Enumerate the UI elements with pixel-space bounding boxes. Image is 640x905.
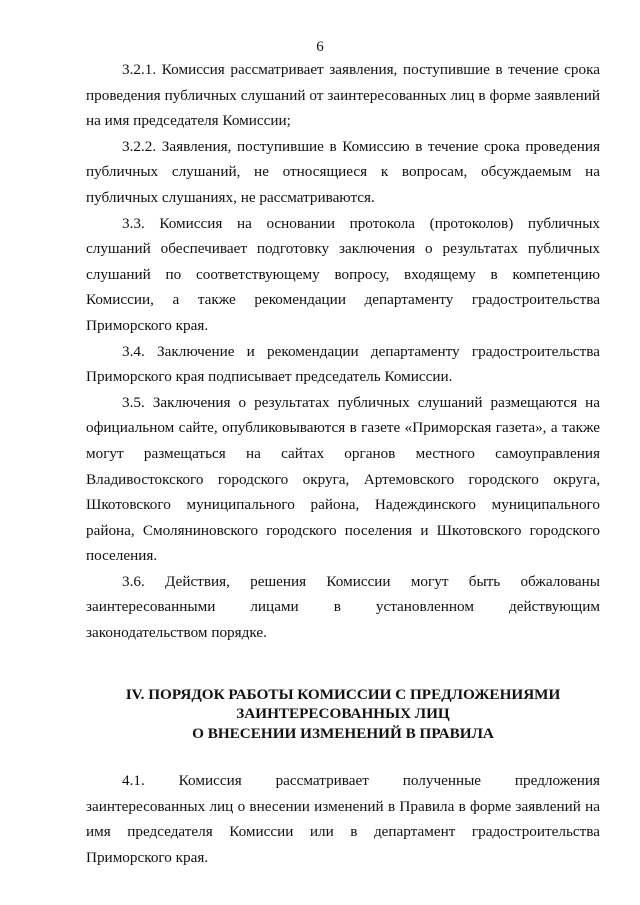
paragraph-4-1: 4.1. Комиссия рассматривает полученные предложения заинтересованных лиц о внесении изменений в Правила в форме заявлений на имя председателя Комиссии или в департамент градостроительства Приморского края. [86, 772, 600, 866]
section-heading-line-3: О ВНЕСЕНИИ ИЗМЕНЕНИЙ В ПРАВИЛА [192, 724, 494, 742]
paragraph-3-5: 3.5. Заключения о результатах публичных слушаний размещаются на официальном сайте, опубликовываются в газете «Приморская газета», а также могут размещаться на сайтах органов местного самоуправления Владивостокского городского округа, Артемовского городского округа, Шкотовского муниципального района, Надеждинского муниципального района, Смоляниновского городского поселения и Шкотовского городского поселения. [86, 393, 600, 565]
paragraph-3-3: 3.3. Комиссия на основании протокола (протоколов) публичных слушаний обеспечивает подготовку заключения о результатах публичных слушаний по соответствующему вопросу, входящему в компетенцию Комиссии, а также рекомендации департаменту градостроительства Приморского края. [86, 214, 600, 334]
section-heading-line-1: IV. ПОРЯДОК РАБОТЫ КОМИССИИ С ПРЕДЛОЖЕНИЯМИ [125, 685, 561, 703]
document-body [86, 57, 600, 871]
paragraph-3-6: 3.6. Действия, решения Комиссии могут быть обжалованы заинтересованными лицами в установленном действующим законодательством порядке. [86, 572, 600, 642]
section-heading-line-2: ЗАИНТЕРЕСОВАННЫХ ЛИЦ [236, 705, 450, 723]
paragraph-3-2-1: 3.2.1. Комиссия рассматривает заявления, поступившие в течение срока проведения публичных слушаний от заинтересованных лиц в форме заявлений на имя председателя Комиссии; [86, 61, 600, 130]
paragraph-3-4: 3.4. Заключение и рекомендации департаменту градостроительства Приморского края подписывает председатель Комиссии. [86, 342, 600, 386]
page-number: 6 [316, 39, 324, 55]
paragraph-3-2-2: 3.2.2. Заявления, поступившие в Комиссию в течение срока проведения публичных слушаний, не относящиеся к вопросам, обсуждаемым на публичных слушаниях, не рассматриваются. [86, 137, 600, 206]
section-heading [86, 685, 600, 744]
